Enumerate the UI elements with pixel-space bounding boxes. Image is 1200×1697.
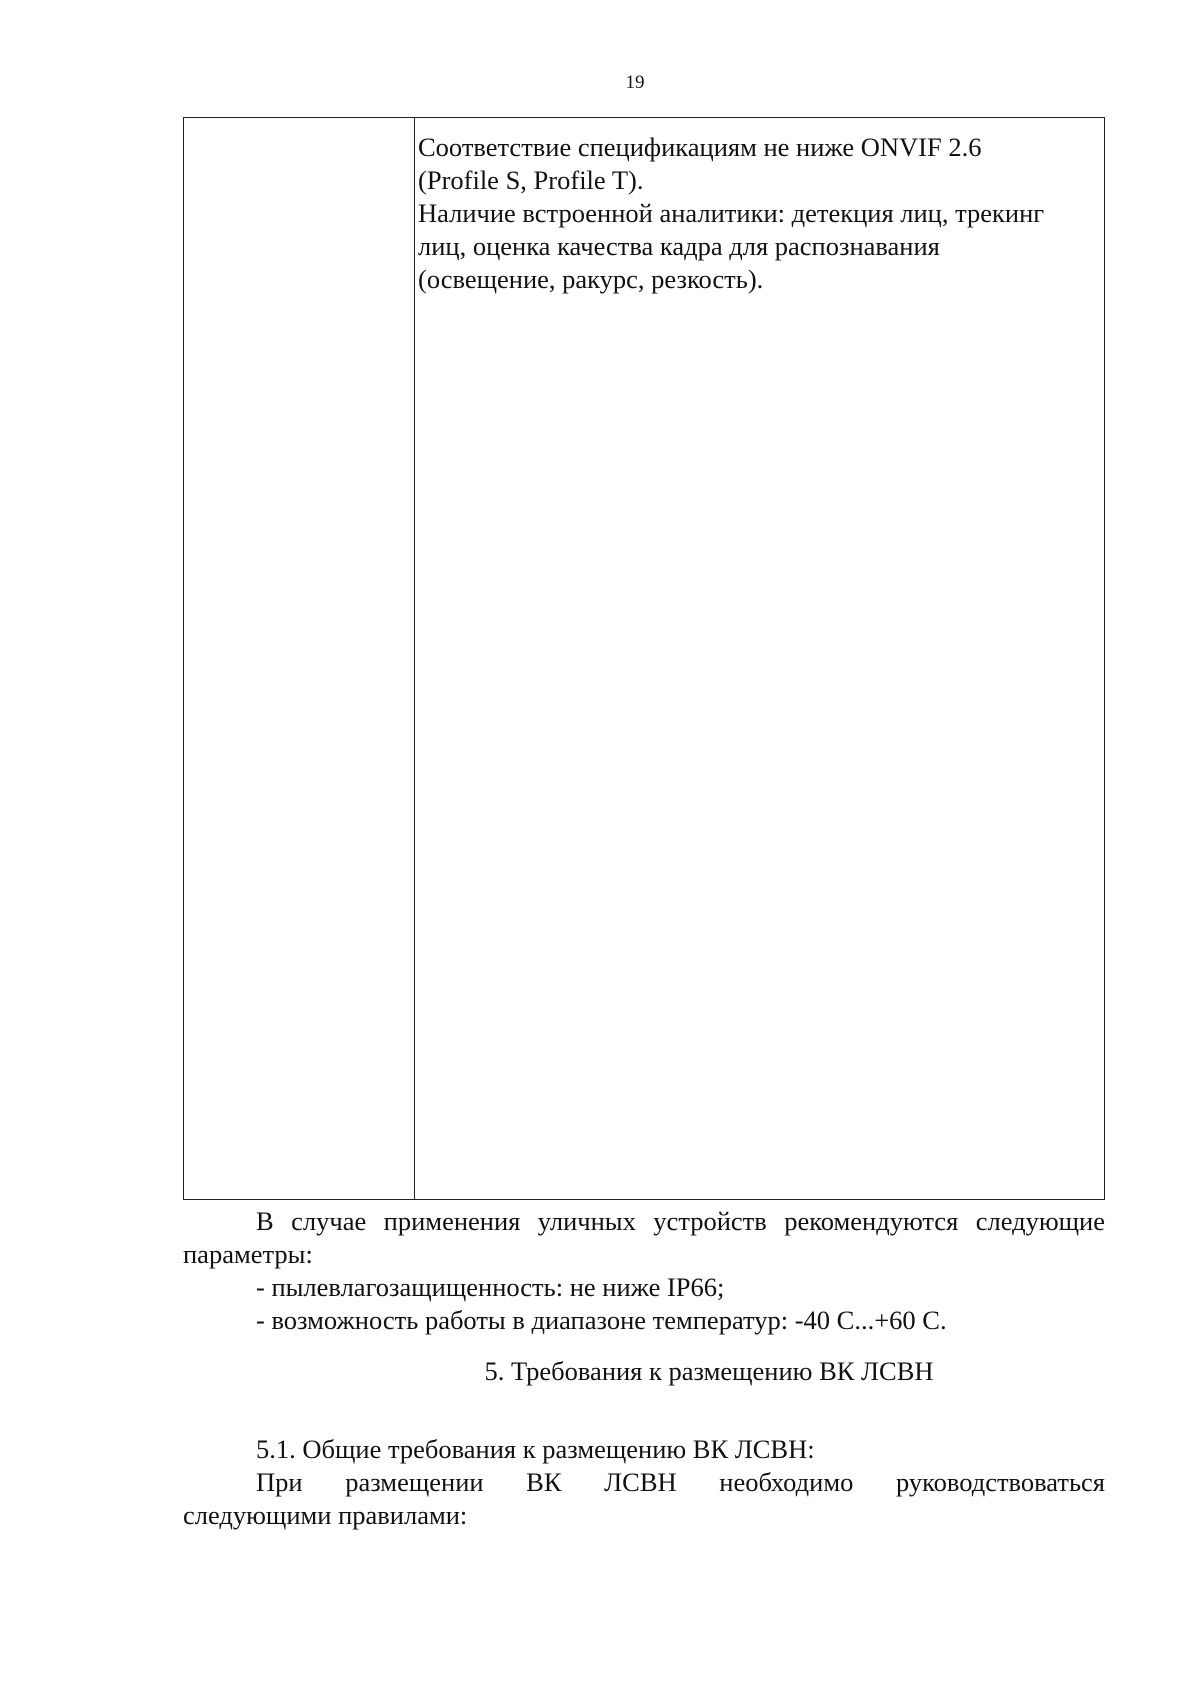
- section-5-1: [183, 1433, 1105, 1532]
- spec-text-line: (освещение, ракурс, резкость).: [418, 264, 764, 294]
- outdoor-intro-line: В случае применения уличных устройств рекомендуются следующие: [256, 1206, 1105, 1236]
- section-text-line: следующими правилами:: [183, 1500, 468, 1530]
- spec-text-line: (Profile S, Profile T).: [418, 165, 644, 195]
- spec-text-line: Соответствие спецификациям не ниже ONVIF 2.6: [418, 132, 982, 162]
- spec-text-line: лиц, оценка качества кадра для распознавания: [418, 231, 940, 261]
- page-number: 19: [625, 72, 645, 93]
- outdoor-intro-line: параметры:: [183, 1239, 313, 1269]
- outdoor-list-item: - пылевлагозащищенность: не ниже IP66;: [256, 1272, 725, 1302]
- spec-text-line: Наличие встроенной аналитики: детекция лиц, трекинг: [418, 198, 1045, 228]
- subsection-heading: 5.1. Общие требования к размещению ВК ЛСВН:: [256, 1434, 815, 1464]
- spec-cell-right: [418, 131, 1094, 296]
- outdoor-list-item: - возможность работы в диапазоне температур: -40 С...+60 С.: [256, 1305, 947, 1335]
- spec-table: [183, 117, 1105, 1200]
- column-divider: [414, 118, 415, 1199]
- section-heading: 5. Требования к размещению ВК ЛСВН: [484, 1356, 934, 1386]
- outdoor-paragraph: [183, 1205, 1105, 1337]
- section-text-line: При размещении ВК ЛСВН необходимо руководствоваться: [256, 1467, 1105, 1497]
